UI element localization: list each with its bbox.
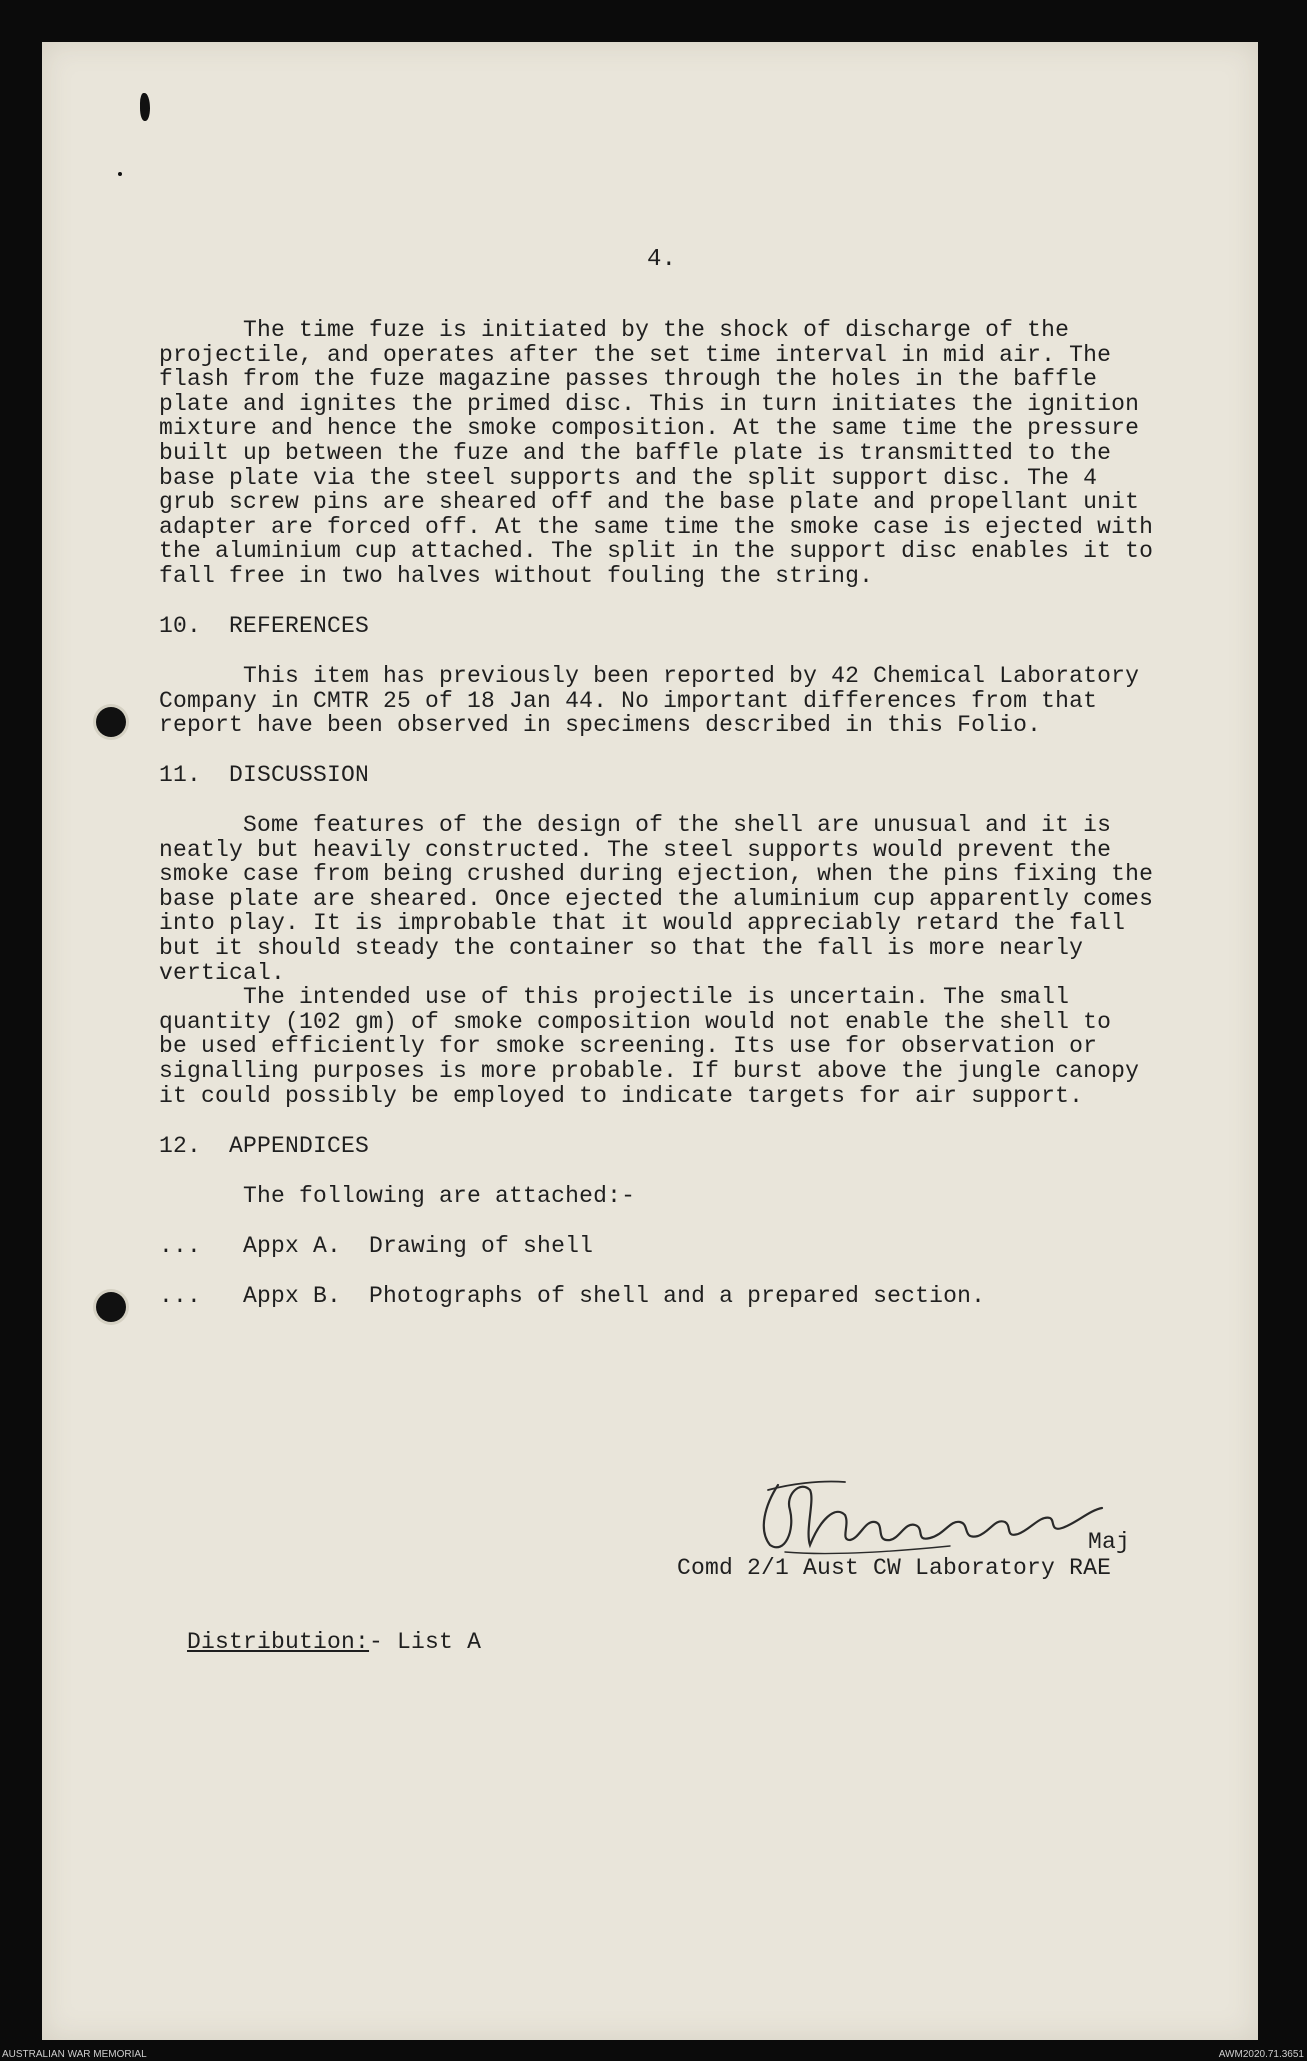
discussion-line: vertical. [159, 959, 286, 986]
paragraph-fuze-line: built up between the fuze and the baffle plate is transmitted to the [159, 440, 1112, 466]
paragraph-fuze-line: mixture and hence the smoke composition. At the same time the pressure [159, 415, 1140, 442]
discussion-line: The intended use of this projectile is uncertain. The small [159, 984, 1070, 1011]
references-line: Company in CMTR 25 of 18 Jan 44. No important differences from that [159, 687, 1098, 714]
appendix-item: ... Appx B. Photographs of shell and a prepared section. [159, 1283, 986, 1309]
references-line: report have been observed in specimens described in this Folio. [159, 712, 1042, 739]
discussion-line: into play. It is improbable that it would appreciably retard the fall [159, 910, 1126, 937]
ink-mark [140, 93, 150, 121]
footer-left-credit: AUSTRALIAN WAR MEMORIAL [2, 2049, 147, 2060]
appendix-item: ... Appx A. Drawing of shell [159, 1233, 594, 1259]
discussion-line: Some features of the design of the shell are unusual and it is [159, 812, 1112, 838]
footer-right-id: AWM2020.71.3651 [1218, 2049, 1304, 2060]
section-heading-discussion: 11. DISCUSSION [159, 762, 370, 788]
paragraph-fuze-line: projectile, and operates after the set time interval in mid air. The [159, 341, 1112, 368]
signature-image [750, 1460, 1120, 1570]
discussion-line: but it should steady the container so that the fall is more nearly [159, 935, 1084, 961]
distribution-line [159, 1605, 481, 1654]
paragraph-fuze-line: fall free in two halves without fouling the string. [159, 563, 874, 589]
discussion-line: quantity (102 gm) of smoke composition would not enable the shell to [159, 1008, 1112, 1035]
discussion-line: signalling purposes is more probable. If burst above the jungle canopy [159, 1058, 1140, 1084]
paragraph-fuze-line: base plate via the steel supports and the split support disc. The 4 [159, 464, 1098, 491]
discussion-line: neatly but heavily constructed. The steel supports would prevent the [159, 836, 1112, 863]
ink-dot [118, 172, 122, 176]
discussion-line: base plate are sheared. Once ejected the aluminium cup apparently comes [159, 885, 1154, 912]
references-line: This item has previously been reported by 42 Chemical Laboratory [159, 663, 1140, 689]
section-heading-references: 10. REFERENCES [159, 613, 370, 639]
distribution-value: - List A [369, 1628, 482, 1655]
paragraph-fuze-line: flash from the fuze magazine passes through the holes in the baffle [159, 366, 1098, 393]
signatory-rank: Maj [1088, 1529, 1131, 1555]
paragraph-fuze-line: plate and ignites the primed disc. This in turn initiates the ignition [159, 390, 1140, 417]
discussion-line: smoke case from being crushed during ejection, when the pins fixing the [159, 861, 1154, 888]
punch-hole-top [96, 707, 126, 737]
discussion-line: be used efficiently for smoke screening. Its use for observation or [159, 1033, 1098, 1060]
appendices-intro: The following are attached:- [159, 1183, 636, 1209]
punch-hole-bottom [96, 1292, 126, 1322]
footer [0, 2049, 1307, 2061]
paragraph-fuze-line: the aluminium cup attached. The split in the support disc enables it to [159, 538, 1154, 565]
signatory-title: Comd 2/1 Aust CW Laboratory RAE [677, 1555, 1112, 1581]
paragraph-fuze-line: adapter are forced off. At the same time the smoke case is ejected with [159, 513, 1154, 540]
paragraph-fuze-line: The time fuze is initiated by the shock of discharge of the [159, 317, 1070, 343]
paragraph-fuze-line: grub screw pins are sheared off and the base plate and propellant unit [159, 489, 1140, 516]
page-number: 4. [647, 246, 677, 273]
discussion-line: it could possibly be employed to indicate targets for air support. [159, 1082, 1084, 1109]
section-heading-appendices: 12. APPENDICES [159, 1133, 370, 1159]
distribution-label: Distribution: [187, 1628, 370, 1655]
